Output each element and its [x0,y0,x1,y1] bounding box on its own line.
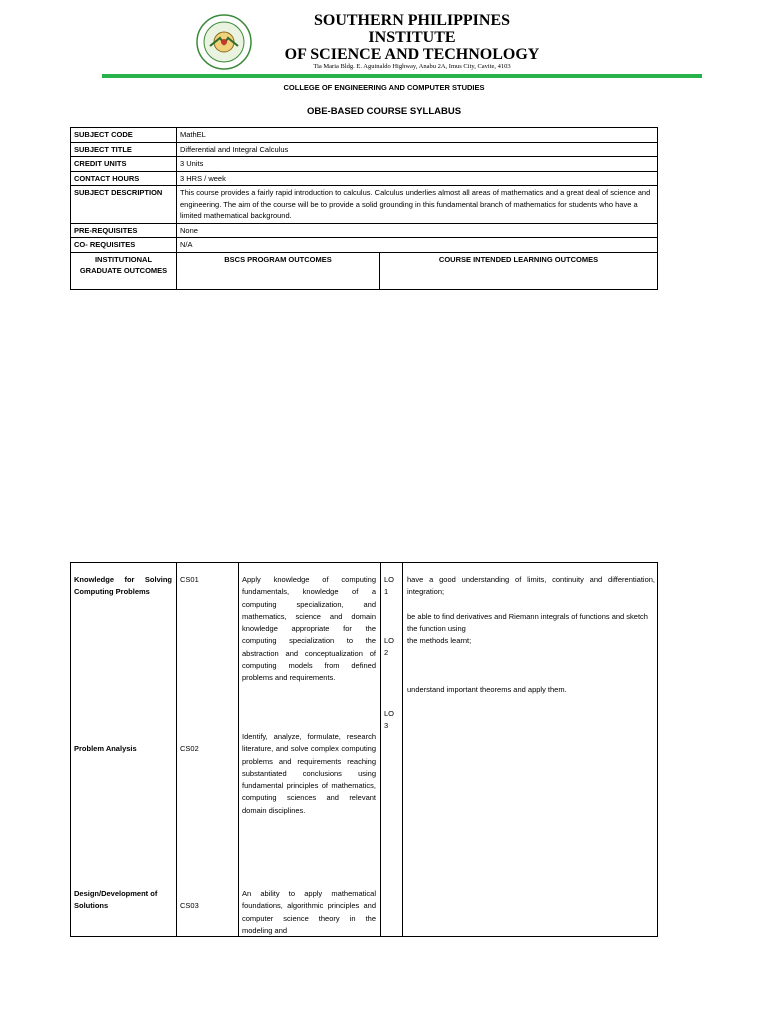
table-row [71,128,658,143]
row-label: SUBJECT CODE [71,128,177,143]
column-header-row [71,252,658,289]
igo-item: Knowledge for Solving Computing Problems [74,575,172,597]
igo-item: Design/Development of Solutions [74,889,158,911]
row-value: None [177,223,658,238]
row-label: CO- REQUISITES [71,238,177,253]
lo-label: LO 1 [384,575,395,597]
header-institutional-outcomes: INSTITUTIONAL GRADUATE OUTCOMES [71,252,177,289]
outcomes-table [70,562,658,937]
table-row [71,157,658,172]
table-row [71,563,658,937]
table-row [71,186,658,224]
program-outcome: An ability to apply mathematical foundations, algorithmic principles and computer science theory in the modeling and [242,889,376,935]
document-title: OBE-BASED COURSE SYLLABUS [306,106,462,117]
row-label: SUBJECT TITLE [71,142,177,157]
institution-logo [196,14,252,70]
row-value: 3 HRS / week [177,171,658,186]
program-code: CS03 [180,901,199,910]
subject-info-table [70,127,658,290]
row-value: N/A [177,238,658,253]
lo-label: LO 3 [384,709,395,731]
table-row [71,223,658,238]
learning-outcome: understand important theorems and apply them. [407,685,567,694]
table-row [71,171,658,186]
code-column [177,563,239,937]
igo-item: Problem Analysis [74,744,137,753]
row-value: This course provides a fairly rapid introduction to calculus. Calculus underlies almost all areas of mathematics and a great deal of science and engineering. The aim of the course will be to provide a solid grounding in this fundamental branch of mathematics for students who have a limited mathematical background. [177,186,658,224]
learning-outcome: have a good understanding of limits, continuity and differentiation, integration; [407,575,655,597]
institution-address: Tia Maria Bldg. E. Aguinaldo Highway, Anabu 2A, Imus City, Cavite, 4103 [313,63,511,70]
row-label: PRE-REQUISITES [71,223,177,238]
row-value: 3 Units [177,157,658,172]
table-row [71,238,658,253]
program-outcome: Apply knowledge of computing fundamentals, knowledge of a computing specialization, and mathematics, science and domain knowledge appropriate for the computing specialization to the abstraction and conceptualization of computing models from defined problems and requirements. [242,575,376,683]
college-name: COLLEGE OF ENGINEERING AND COMPUTER STUDIES [283,83,485,92]
institution-name: SOUTHERN PHILIPPINES INSTITUTE OF SCIENCE AND TECHNOLOGY [284,12,540,63]
program-outcome: Identify, analyze, formulate, research literature, and solve complex computing problems and requirements reaching substantiated conclusions using fundamental principles of mathematics, computing sciences and relevant domain disciplines. [242,732,376,815]
header-rule [102,74,702,78]
header-program-outcomes: BSCS PROGRAM OUTCOMES [177,252,380,289]
table-row [71,142,658,157]
program-outcome-column [239,563,381,937]
header-learning-outcomes: COURSE INTENDED LEARNING OUTCOMES [380,252,658,289]
row-label: SUBJECT DESCRIPTION [71,186,177,224]
row-value: MathEL [177,128,658,143]
row-value: Differential and Integral Calculus [177,142,658,157]
row-label: CREDIT UNITS [71,157,177,172]
row-label: CONTACT HOURS [71,171,177,186]
learning-outcome: the methods learnt; [407,636,472,645]
program-code: CS02 [180,744,199,753]
lo-label-column [381,563,403,937]
program-code: CS01 [180,575,199,584]
learning-outcome: be able to find derivatives and Riemann integrals of functions and sketch the function using [407,612,648,634]
lo-label: LO 2 [384,636,395,658]
igo-column [71,563,177,937]
learning-outcome-column [403,563,658,937]
